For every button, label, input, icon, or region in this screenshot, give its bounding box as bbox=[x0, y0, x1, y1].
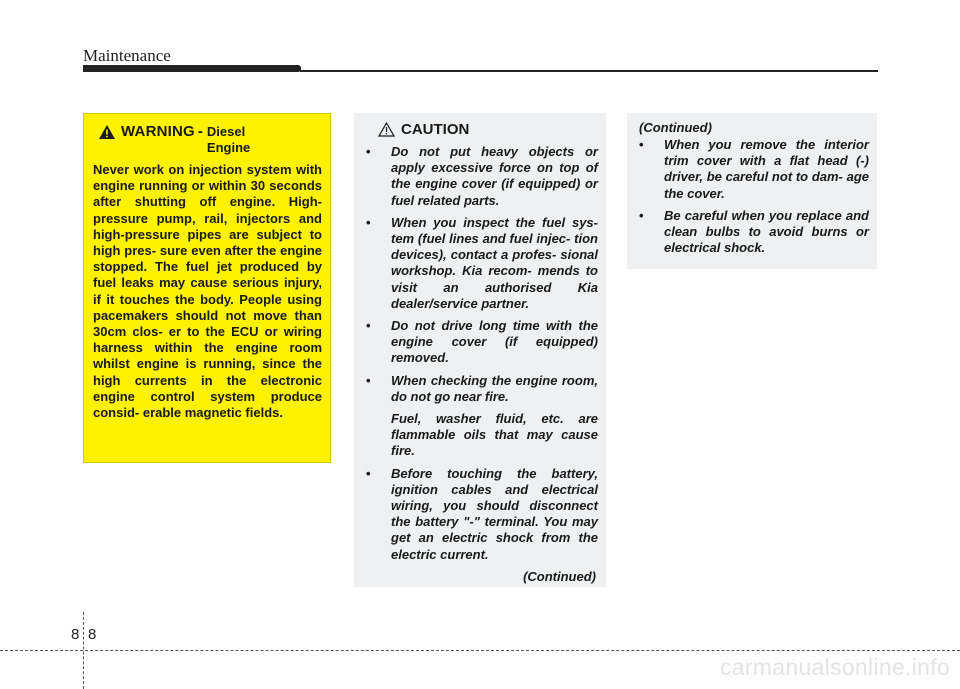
header-rule-thin bbox=[300, 70, 878, 72]
caution-item-extra: Fuel, washer fluid, etc. are flammable oils that may cause fire. bbox=[391, 411, 598, 459]
warning-subject: Diesel Engine bbox=[206, 124, 251, 155]
continued-item bbox=[639, 208, 869, 257]
bullet: • bbox=[366, 318, 371, 334]
caution-item-text: When you inspect the fuel sys- tem (fuel lines and fuel injec- tion devices), contact a profes- sional workshop. Kia recom- mends to visit an authorised Kia dealer/service partner. bbox=[391, 214, 598, 311]
watermark: carmanualsonline.info bbox=[719, 654, 950, 680]
bullet: • bbox=[366, 214, 371, 230]
caution-heading bbox=[378, 121, 598, 138]
continued-box bbox=[627, 113, 877, 269]
caution-item-text: Do not drive long time with the engine cover (if equipped) removed. bbox=[391, 318, 598, 366]
caution-item bbox=[366, 373, 598, 460]
caution-box bbox=[354, 113, 606, 587]
footer-horizontal-rule bbox=[0, 650, 960, 651]
caution-item bbox=[366, 215, 598, 312]
caution-item bbox=[366, 466, 598, 563]
page-header-title: Maintenance bbox=[83, 46, 171, 65]
footer-page-number: 8 bbox=[88, 626, 97, 643]
warning-dash: - bbox=[197, 123, 203, 140]
bullet: • bbox=[366, 144, 371, 159]
continued-list bbox=[639, 137, 869, 256]
continued-heading: (Continued) bbox=[639, 120, 712, 135]
caution-continued: (Continued) bbox=[523, 568, 596, 584]
caution-triangle-icon bbox=[378, 122, 395, 137]
bullet: • bbox=[366, 465, 371, 481]
bullet: • bbox=[366, 372, 371, 388]
continued-item bbox=[639, 137, 869, 202]
caution-title: CAUTION bbox=[401, 121, 470, 138]
warning-box bbox=[83, 113, 331, 463]
caution-item bbox=[366, 318, 598, 367]
footer-section-number: 8 bbox=[71, 626, 80, 643]
header-rule-thick bbox=[83, 65, 301, 72]
caution-item-text: When checking the engine room, do not go near fire. bbox=[391, 372, 598, 404]
continued-item-text: Be careful when you replace and clean bulbs to avoid burns or electrical shock. bbox=[664, 207, 869, 256]
bullet: • bbox=[639, 207, 644, 223]
bullet: • bbox=[639, 137, 644, 152]
continued-item-text: When you remove the interior trim cover with a flat head (-) driver, be careful not to dam- age the cover. bbox=[664, 137, 869, 201]
caution-item-text: Do not put heavy objects or apply excessive force on top of the engine cover (if equipped) or fuel related parts. bbox=[391, 144, 598, 208]
warning-triangle-icon bbox=[99, 125, 115, 139]
caution-list bbox=[366, 144, 598, 563]
warning-text: Never work on injection system with engine running or within 30 seconds after shutting off engine. High-pressure pump, rail, injectors and high-pressure pipes are subject to high pres- sure even after the engine stopped. The fuel jet produced by fuel leaks may cause serious injury, if it touches the body. People using pacemakers should not move than 30cm clos- er to the ECU or wiring harness within the engine room whilst engine is running, since the high currents in the electronic engine control system produce consid- erable magnetic fields. bbox=[93, 162, 322, 421]
caution-item bbox=[366, 144, 598, 209]
warning-heading bbox=[99, 123, 322, 156]
caution-item-text: Before touching the battery, ignition cables and electrical wiring, you should disconnect the battery "-" terminal. You may get an electric shock from the electric current. bbox=[391, 465, 598, 562]
warning-label: WARNING bbox=[121, 123, 195, 140]
